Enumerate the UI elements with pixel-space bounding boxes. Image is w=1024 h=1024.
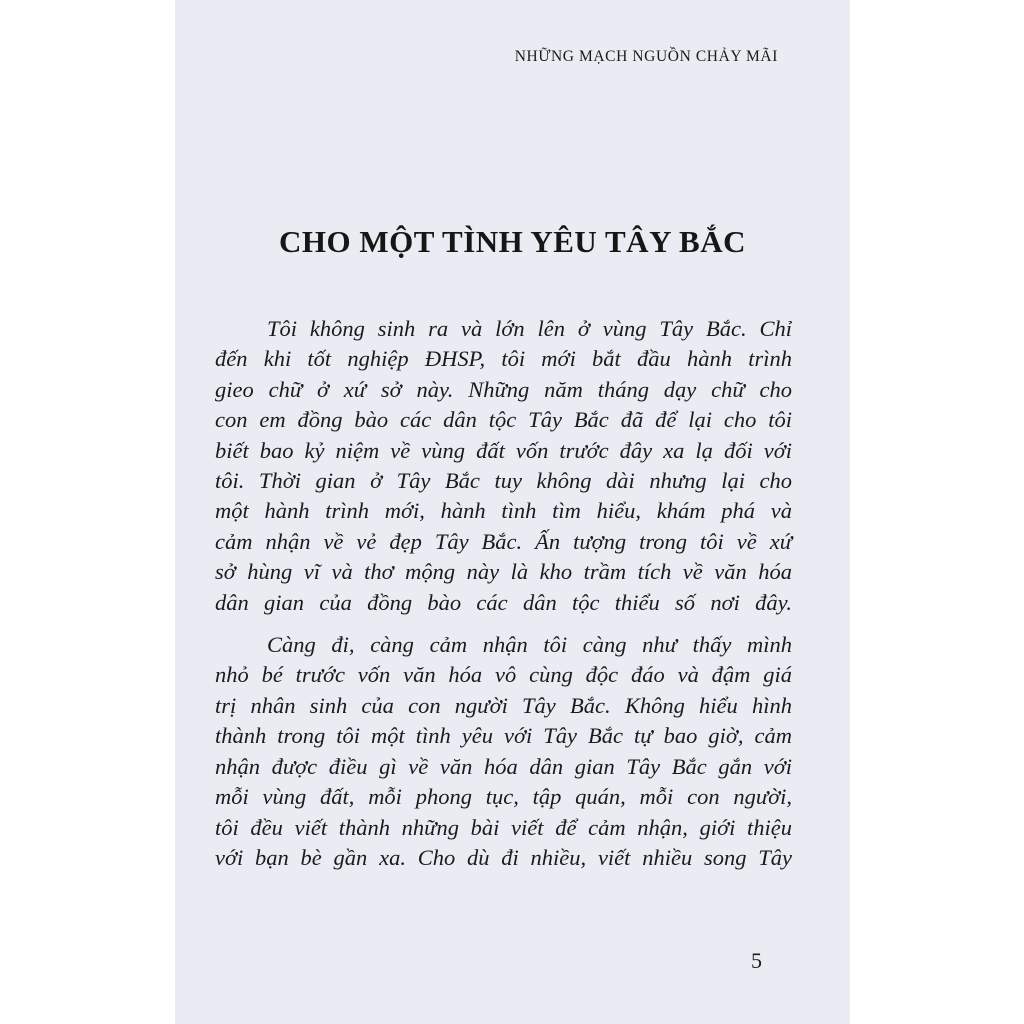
text-line: với bạn bè gần xa. Cho dù đi nhiều, viết nhiều song Tây	[215, 844, 792, 870]
text-line: một hành trình mới, hành tình tìm hiểu, khám phá và	[215, 498, 792, 524]
text-line: tôi đều viết thành những bài viết để cảm nhận, giới thiệu	[215, 814, 792, 840]
text-line: thành trong tôi một tình yêu với Tây Bắc tự bao giờ, cảm	[215, 723, 792, 749]
text-line: tôi. Thời gian ở Tây Bắc tuy không dài nhưng lại cho	[215, 468, 792, 494]
text-line: đến khi tốt nghiệp ĐHSP, tôi mới bắt đầu hành trình	[215, 346, 792, 372]
running-head: NHỮNG MẠCH NGUỒN CHẢY MÃI	[514, 48, 778, 65]
chapter-title: CHO MỘT TÌNH YÊU TÂY BẮC	[278, 224, 747, 259]
text-line: nhỏ bé trước vốn văn hóa vô cùng độc đáo và đậm giá	[215, 662, 792, 688]
text-line: biết bao kỷ niệm về vùng đất vốn trước đây xa lạ đối với	[215, 437, 792, 463]
book-page	[175, 0, 850, 1024]
text-line: dân gian của đồng bào các dân tộc thiểu số nơi đây.	[215, 589, 792, 615]
body-text	[215, 314, 792, 873]
text-line: gieo chữ ở xứ sở này. Những năm tháng dạy chữ cho	[215, 376, 792, 402]
text-line: con em đồng bào các dân tộc Tây Bắc đã để lại cho tôi	[215, 407, 792, 433]
text-line: cảm nhận về vẻ đẹp Tây Bắc. Ấn tượng trong tôi về xứ	[215, 528, 792, 554]
text-line: nhận được điều gì về văn hóa dân gian Tây Bắc gắn với	[215, 753, 792, 779]
text-line: trị nhân sinh của con người Tây Bắc. Không hiểu hình	[215, 692, 792, 718]
text-line: mỗi vùng đất, mỗi phong tục, tập quán, mỗi con người,	[215, 784, 792, 810]
text-line: Tôi không sinh ra và lớn lên ở vùng Tây Bắc. Chỉ	[267, 316, 792, 341]
text-line: sở hùng vĩ và thơ mộng này là kho trầm tích về văn hóa	[215, 559, 792, 585]
text-line: Càng đi, càng cảm nhận tôi càng như thấy mình	[267, 632, 792, 658]
paragraph-1	[215, 314, 792, 618]
page-number: 5	[751, 948, 762, 973]
paragraph-2	[215, 630, 792, 873]
